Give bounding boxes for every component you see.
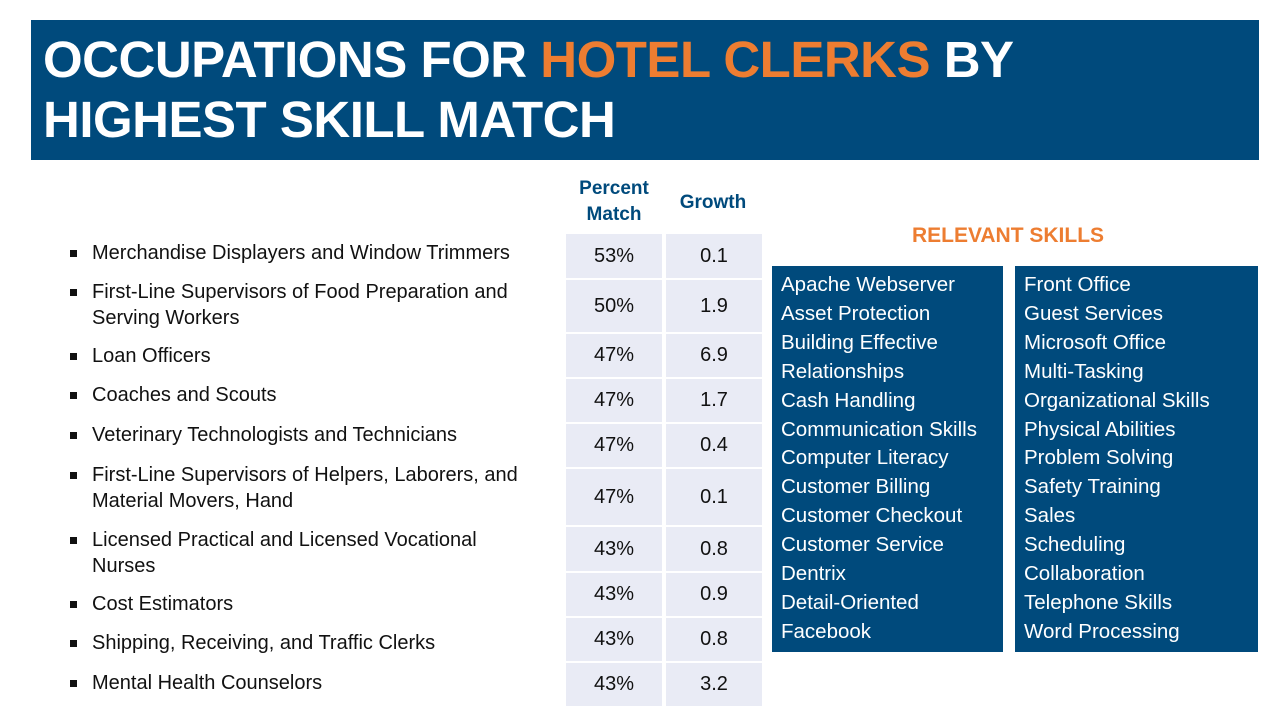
occupation-item <box>70 670 560 696</box>
skill-item: Organizational Skills <box>1024 388 1210 412</box>
occupation-name: Cost Estimators <box>92 593 234 615</box>
percent-match-cell: 47% <box>566 379 662 422</box>
title-line2: HIGHEST SKILL MATCH <box>43 91 616 148</box>
skill-item: Asset Protection <box>781 301 931 325</box>
growth-cell: 1.9 <box>666 280 762 332</box>
bullet-icon <box>70 537 77 544</box>
percent-match-cell: 43% <box>566 663 662 706</box>
growth-cell: 3.2 <box>666 663 762 706</box>
skill-item: Facebook <box>781 619 872 643</box>
percent-match-cell: 43% <box>566 573 662 616</box>
skill-item: Detail-Oriented <box>781 590 919 614</box>
occupation-name: Shipping, Receiving, and Traffic Clerks <box>92 632 436 654</box>
occupation-item <box>70 240 560 266</box>
skill-item: Apache Webserver <box>781 273 955 296</box>
growth-header: Growth <box>679 192 747 213</box>
skill-item: Safety Training <box>1024 475 1161 499</box>
occupation-name: Veterinary Technologists and Technicians <box>92 424 458 446</box>
skill-item: Physical Abilities <box>1024 417 1176 441</box>
percent-match-cell: 43% <box>566 618 662 661</box>
occupation-name: Loan Officers <box>92 345 211 367</box>
skills-box-left <box>772 266 1003 652</box>
skill-item: Telephone Skills <box>1024 590 1173 614</box>
growth-cell: 0.1 <box>666 469 762 525</box>
occupation-name: Mental Health Counselors <box>92 672 323 694</box>
growth-cell: 0.1 <box>666 234 762 278</box>
occupation-item <box>70 462 560 514</box>
occupation-name: Licensed Practical and Licensed Vocational <box>92 529 477 551</box>
percent-match-cell: 53% <box>566 234 662 278</box>
skill-item: Word Processing <box>1024 619 1180 643</box>
occupation-name: Material Movers, Hand <box>92 490 294 512</box>
bullet-icon <box>70 392 77 399</box>
skill-item: Computer Literacy <box>781 446 949 470</box>
skill-item: Guest Services <box>1024 301 1163 325</box>
occupation-name: Serving Workers <box>92 307 240 329</box>
title-part1: OCCUPATIONS FOR <box>43 31 541 88</box>
bullet-icon <box>70 250 77 257</box>
bullet-icon <box>70 432 77 439</box>
growth-cell: 0.8 <box>666 527 762 571</box>
skill-item: Front Office <box>1024 273 1131 296</box>
skill-item: Relationships <box>781 359 905 383</box>
growth-cell: 1.7 <box>666 379 762 422</box>
percent-header-line2: Match <box>586 204 642 225</box>
occupation-item <box>70 279 560 331</box>
skill-item: Cash Handling <box>781 388 916 412</box>
skill-item: Scheduling <box>1024 533 1126 557</box>
skill-item: Problem Solving <box>1024 446 1174 470</box>
bullet-icon <box>70 680 77 687</box>
occupation-item <box>70 422 560 448</box>
percent-match-cell: 47% <box>566 334 662 377</box>
title-banner <box>31 20 1259 160</box>
bullet-icon <box>70 472 77 479</box>
occupation-item <box>70 382 560 408</box>
bullet-icon <box>70 353 77 360</box>
skill-item: Dentrix <box>781 562 846 586</box>
bullet-icon <box>70 289 77 296</box>
bullet-icon <box>70 601 77 608</box>
growth-cell: 0.4 <box>666 424 762 467</box>
bullet-icon <box>70 640 77 647</box>
occupation-name: Nurses <box>92 555 156 577</box>
growth-cell: 0.8 <box>666 618 762 661</box>
skill-item: Multi-Tasking <box>1024 359 1144 383</box>
occupation-item <box>70 343 560 369</box>
skill-item: Sales <box>1024 504 1076 528</box>
page-title <box>43 30 1259 150</box>
skills-box-right <box>1015 266 1258 652</box>
title-part2: BY <box>930 31 1014 88</box>
percent-match-cell: 43% <box>566 527 662 571</box>
skill-item: Communication Skills <box>781 417 977 441</box>
relevant-skills-heading: RELEVANT SKILLS <box>911 224 1105 247</box>
growth-cell: 6.9 <box>666 334 762 377</box>
title-highlight: HOTEL CLERKS <box>540 31 931 88</box>
occupation-name: Merchandise Displayers and Window Trimmers <box>92 242 510 264</box>
occupation-item <box>70 591 560 617</box>
skill-item: Microsoft Office <box>1024 330 1167 354</box>
occupation-item <box>70 630 560 656</box>
growth-cell: 0.9 <box>666 573 762 616</box>
occupation-name: First-Line Supervisors of Food Preparation and <box>92 281 508 303</box>
occupation-item <box>70 527 560 579</box>
skill-item: Customer Billing <box>781 475 931 499</box>
percent-match-header <box>566 176 662 228</box>
occupation-name: Coaches and Scouts <box>92 384 277 406</box>
skills-list-left <box>781 271 1003 647</box>
skill-item: Customer Service <box>781 533 944 557</box>
skills-list-right <box>1024 271 1258 647</box>
percent-match-cell: 47% <box>566 424 662 467</box>
skill-item: Building Effective <box>781 330 938 354</box>
skill-item: Collaboration <box>1024 562 1145 586</box>
skill-item: Customer Checkout <box>781 504 963 528</box>
percent-header-line1: Percent <box>579 178 649 199</box>
percent-match-cell: 47% <box>566 469 662 525</box>
percent-match-cell: 50% <box>566 280 662 332</box>
occupation-name: First-Line Supervisors of Helpers, Laborers, and <box>92 464 518 486</box>
